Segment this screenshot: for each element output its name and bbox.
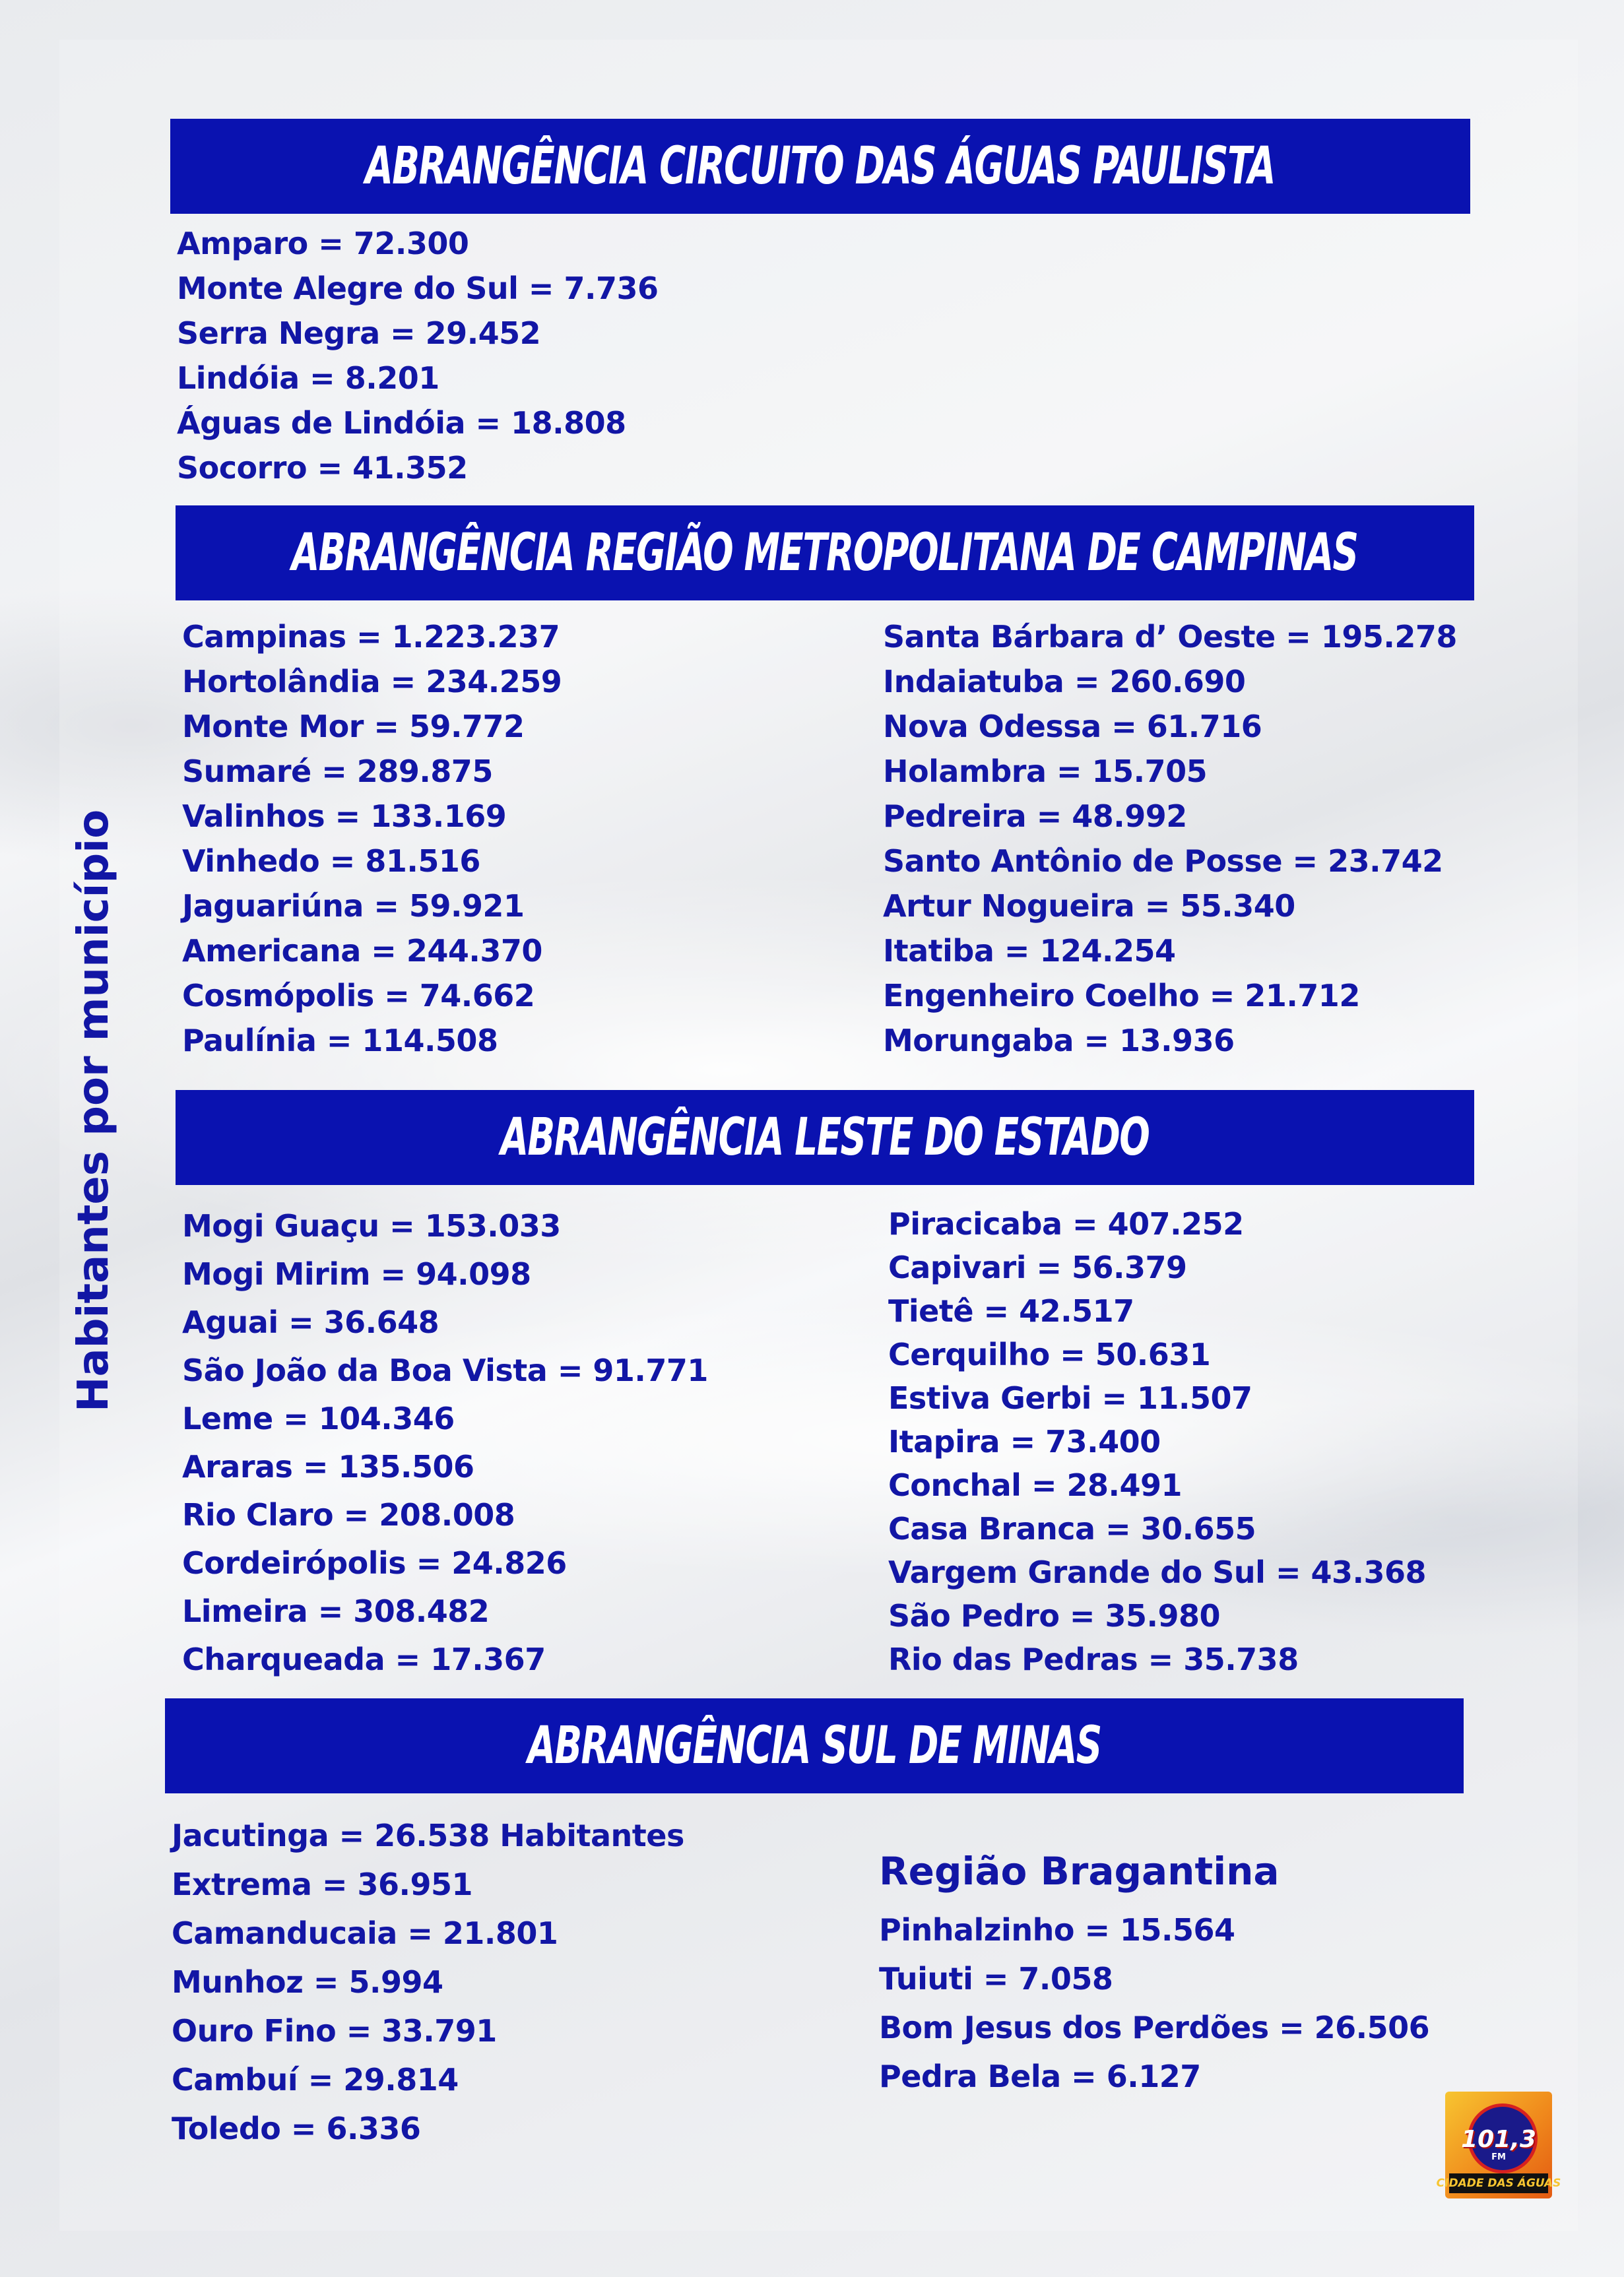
list-item: Águas de Lindóia = 18.808 [177, 405, 626, 441]
list-item: Valinhos = 133.169 [182, 798, 507, 834]
list-item: Americana = 244.370 [182, 933, 542, 969]
section-banner-circuito [170, 119, 1470, 214]
list-item: Amparo = 72.300 [177, 226, 469, 261]
list-item: Leme = 104.346 [182, 1401, 455, 1436]
logo-name: CIDADE DAS ÁGUAS [1449, 2173, 1548, 2193]
list-item: Toledo = 6.336 [172, 2111, 421, 2146]
list-item: Campinas = 1.223.237 [182, 619, 560, 655]
list-item: Sumaré = 289.875 [182, 754, 493, 789]
list-item: Capivari = 56.379 [888, 1250, 1187, 1285]
list-item: Jaguariúna = 59.921 [182, 888, 525, 924]
list-item: Paulínia = 114.508 [182, 1023, 498, 1058]
list-item: Cambuí = 29.814 [172, 2062, 459, 2098]
list-leste-left [182, 1202, 708, 1684]
list-item: Holambra = 15.705 [883, 754, 1208, 789]
list-item: Rio Claro = 208.008 [182, 1497, 515, 1533]
list-item: Monte Mor = 59.772 [182, 709, 525, 744]
list-item: Araras = 135.506 [182, 1449, 474, 1485]
list-item: Bom Jesus dos Perdões = 26.506 [879, 2010, 1430, 2045]
list-item: Vinhedo = 81.516 [182, 843, 480, 879]
list-item: Cosmópolis = 74.662 [182, 978, 535, 1013]
list-item: Pedra Bela = 6.127 [879, 2059, 1201, 2094]
list-item: Limeira = 308.482 [182, 1593, 490, 1629]
list-item: Aguai = 36.648 [182, 1304, 439, 1340]
list-leste-right [888, 1202, 1426, 1681]
list-item: Munhoz = 5.994 [172, 1964, 443, 2000]
list-item: Santo Antônio de Posse = 23.742 [883, 843, 1443, 879]
list-item: Cerquilho = 50.631 [888, 1337, 1211, 1372]
list-campinas-left [182, 614, 562, 1063]
list-item: Nova Odessa = 61.716 [883, 709, 1262, 744]
list-item: Indaiatuba = 260.690 [883, 664, 1246, 699]
section-banner-sul-minas [165, 1698, 1464, 1793]
list-item: Itapira = 73.400 [888, 1424, 1161, 1459]
section-title-sul-minas: ABRANGÊNCIA SUL DE MINAS [527, 1716, 1101, 1776]
list-item: Socorro = 41.352 [177, 450, 468, 486]
list-item: Ouro Fino = 33.791 [172, 2013, 497, 2049]
list-item: Vargem Grande do Sul = 43.368 [888, 1555, 1427, 1590]
list-item: Serra Negra = 29.452 [177, 315, 541, 351]
list-sul-minas [172, 1811, 684, 2153]
section-banner-campinas [176, 505, 1474, 600]
list-item: Mogi Mirim = 94.098 [182, 1256, 531, 1292]
list-item: Rio das Pedras = 35.738 [888, 1642, 1299, 1677]
section-title-campinas: ABRANGÊNCIA REGIÃO METROPOLITANA DE CAMPINAS [292, 523, 1358, 583]
section-banner-leste [176, 1090, 1474, 1185]
list-item: Itatiba = 124.254 [883, 933, 1176, 969]
list-item: Charqueada = 17.367 [182, 1642, 546, 1677]
list-item: Estiva Gerbi = 11.507 [888, 1380, 1252, 1416]
list-item: Pinhalzinho = 15.564 [879, 1912, 1235, 1948]
list-item: Piracicaba = 407.252 [888, 1206, 1244, 1242]
list-item: Pedreira = 48.992 [883, 798, 1187, 834]
list-item: Artur Nogueira = 55.340 [883, 888, 1295, 924]
list-item: Lindóia = 8.201 [177, 360, 439, 396]
side-title: Habitantes por município [69, 809, 118, 1412]
list-item: Cordeirópolis = 24.826 [182, 1545, 567, 1581]
list-item: Santa Bárbara d’ Oeste = 195.278 [883, 619, 1457, 655]
list-item: Mogi Guaçu = 153.033 [182, 1208, 561, 1244]
list-item: Casa Branca = 30.655 [888, 1511, 1256, 1547]
list-item: Conchal = 28.491 [888, 1467, 1183, 1503]
list-item: Tuiuti = 7.058 [879, 1961, 1113, 1997]
list-item: São Pedro = 35.980 [888, 1598, 1220, 1634]
list-item: Engenheiro Coelho = 21.712 [883, 978, 1360, 1013]
subhead-regiao-bragantina: Região Bragantina [879, 1849, 1280, 1894]
list-item: Morungaba = 13.936 [883, 1023, 1235, 1058]
section-title-leste: ABRANGÊNCIA LESTE DO ESTADO [500, 1108, 1150, 1167]
radio-logo [1436, 2092, 1561, 2198]
list-campinas-right [883, 614, 1457, 1063]
list-item: Hortolândia = 234.259 [182, 664, 562, 699]
list-item: Extrema = 36.951 [172, 1867, 473, 1902]
list-circuito [177, 221, 659, 490]
list-item: São João da Boa Vista = 91.771 [182, 1353, 708, 1388]
section-title-circuito: ABRANGÊNCIA CIRCUITO DAS ÁGUAS PAULISTA [365, 137, 1276, 196]
list-item: Tietê = 42.517 [888, 1293, 1134, 1329]
logo-frequency: 101,3 [1461, 2126, 1536, 2153]
list-bragantina [879, 1906, 1429, 2101]
list-item: Camanducaia = 21.801 [172, 1915, 558, 1951]
list-item: Monte Alegre do Sul = 7.736 [177, 271, 659, 306]
logo-band: FM [1491, 2152, 1506, 2162]
list-item: Jacutinga = 26.538 Habitantes [172, 1818, 684, 1853]
